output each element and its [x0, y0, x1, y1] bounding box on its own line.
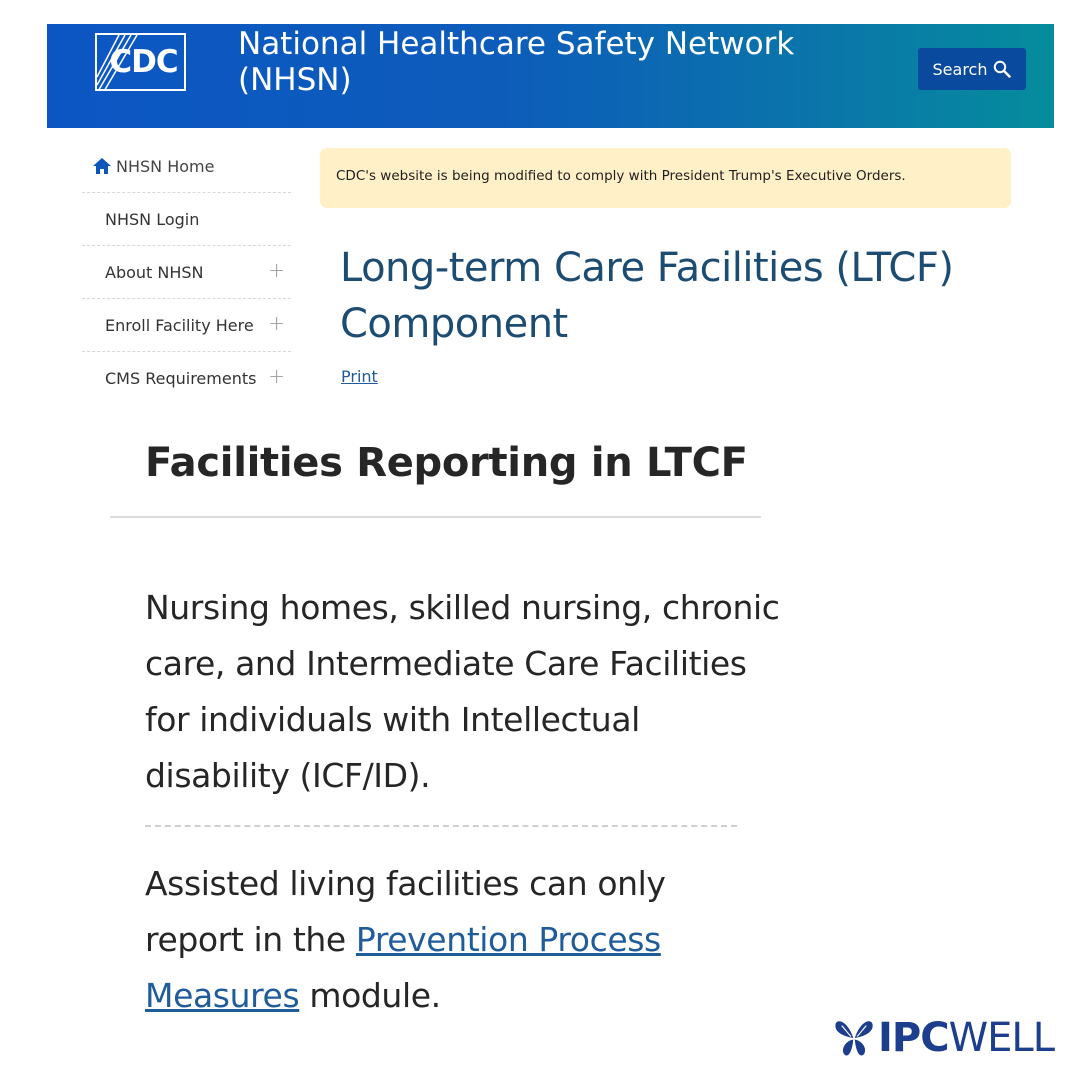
notice-banner: CDC's website is being modified to comply with President Trump's Executive Orders. — [320, 148, 1011, 208]
sidebar-item-label: About NHSN — [105, 262, 204, 282]
brand-part2: WELL — [948, 1015, 1054, 1061]
para2-before: Assisted living facilities can only report in the — [145, 864, 666, 959]
sidebar-item-about[interactable] — [82, 246, 291, 299]
sidebar-item-label: CMS Requirements — [105, 369, 257, 388]
section-divider — [110, 516, 761, 518]
sidebar-item-home[interactable] — [82, 140, 291, 193]
search-button[interactable] — [918, 48, 1026, 90]
brand-part1: IPC — [878, 1015, 949, 1061]
site-title[interactable]: National Healthcare Safety Network (NHSN) — [238, 26, 795, 98]
expand-plus-icon[interactable]: + — [268, 364, 285, 388]
page-title: Long-term Care Facilities (LTCF) Component — [340, 245, 954, 347]
expand-plus-icon[interactable]: + — [268, 311, 285, 335]
cdc-logo[interactable] — [95, 33, 186, 91]
home-icon — [92, 157, 112, 175]
assisted-living-text — [145, 856, 765, 1024]
print-link[interactable]: Print — [341, 367, 378, 386]
section-heading: Facilities Reporting in LTCF — [145, 440, 748, 486]
butterfly-icon — [834, 1010, 874, 1066]
logo-text: CDC — [109, 44, 178, 80]
site-header — [47, 24, 1054, 128]
facility-types-text: Nursing homes, skilled nursing, chronic care, and Intermediate Care Facilities for individuals with Intellectual disability (ICF/ID). — [145, 588, 780, 795]
sidebar-item-cms[interactable] — [82, 352, 291, 405]
sidebar-item-label: NHSN Home — [116, 156, 215, 176]
dashed-divider — [145, 825, 737, 827]
brand-text — [878, 1015, 1054, 1061]
expand-plus-icon[interactable]: + — [268, 258, 285, 282]
sidebar-item-label: NHSN Login — [105, 209, 200, 229]
sidebar-item-login[interactable] — [82, 193, 291, 246]
sidebar-item-label: Enroll Facility Here — [105, 315, 254, 335]
sidebar-nav — [82, 140, 291, 405]
search-label: Search — [932, 59, 988, 79]
para2-after: module. — [299, 976, 441, 1015]
ipcwell-logo — [834, 1008, 1054, 1068]
search-icon — [993, 60, 1011, 78]
sidebar-item-enroll[interactable] — [82, 299, 291, 352]
prevention-process-measures-link[interactable]: Prevention Process Measures — [145, 920, 661, 1015]
